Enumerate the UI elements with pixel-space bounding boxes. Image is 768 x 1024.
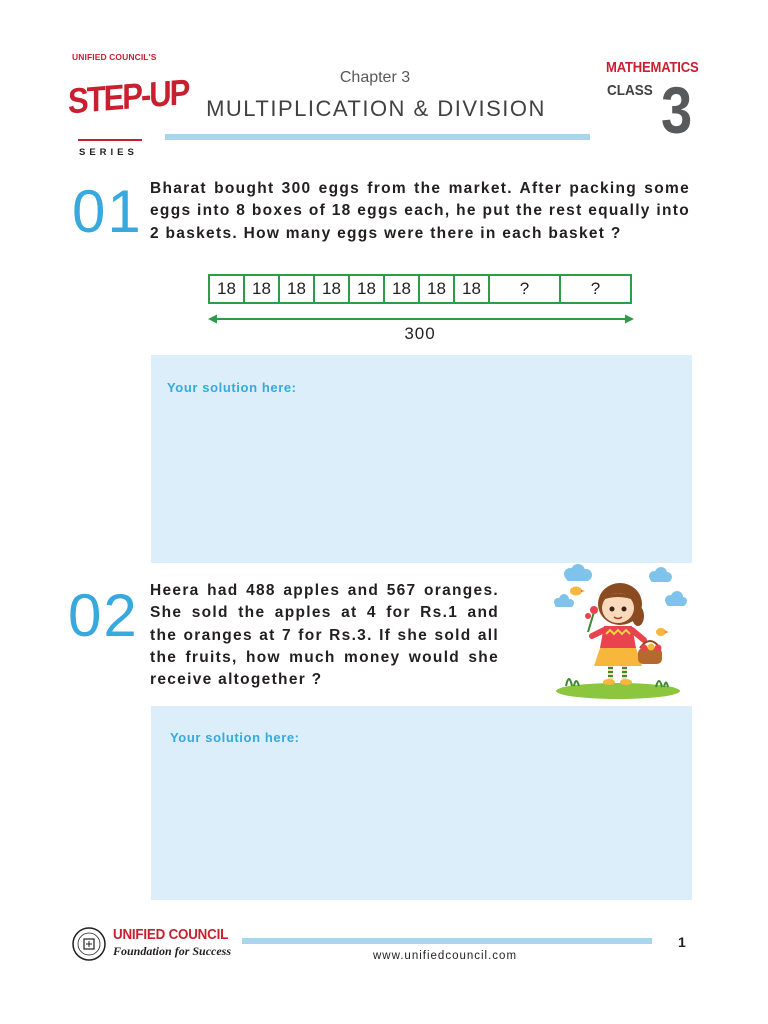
bar-model-cell: ? (590, 279, 601, 298)
solution-box-2[interactable] (151, 706, 692, 900)
class-number: 3 (661, 73, 693, 147)
step-up-logo (66, 52, 189, 162)
logo-main-text: STEP-UP (68, 71, 189, 122)
bar-model-cell: ? (490, 276, 561, 302)
page-title: MULTIPLICATION & DIVISION (206, 96, 546, 121)
bar-model-cell: 18 (455, 276, 490, 302)
bar-model-cell: 18 (315, 276, 350, 302)
bar-model (208, 274, 632, 304)
solution-label-2: Your solution here: (170, 730, 300, 745)
website-link[interactable]: www.unifiedcouncil.com (372, 950, 518, 962)
bar-model-cell: 18 (280, 276, 315, 302)
question-2-number: 02 (68, 582, 139, 649)
logo-top-text: UNIFIED COUNCIL'S (72, 52, 157, 62)
girl-with-basket-illustration (548, 564, 688, 699)
brand-tagline: Foundation for Success (113, 944, 232, 958)
bar-model-cell: 18 (420, 276, 455, 302)
bar-model-cell: 18 (245, 276, 280, 302)
bar-model-cell: 18 (385, 276, 420, 302)
bar-model-cell: 18 (210, 276, 245, 302)
bar-model-cell: 18 (350, 276, 385, 302)
footer-bar (242, 938, 652, 944)
logo-bottom-text: SERIES (79, 147, 138, 158)
title-underline-bar (165, 134, 590, 140)
question-1-number: 01 (72, 178, 143, 245)
logo-divider (78, 139, 142, 141)
unified-council-seal-icon (72, 927, 106, 961)
solution-label-1: Your solution here: (167, 380, 297, 395)
subject-label: MATHEMATICS (606, 60, 699, 76)
chapter-label: Chapter 3 (339, 69, 411, 86)
question-2-text: Heera had 488 apples and 567 oranges. She sold the apples at 4 for Rs.1 and the oranges at 7 for Rs.3. If she sold all the fruits, how much money would she receive altogether ? (150, 582, 499, 689)
solution-box-1[interactable] (151, 355, 692, 563)
brand-name: UNIFIED COUNCIL (113, 927, 229, 943)
question-1-text: Bharat bought 300 eggs from the market. After packing some eggs into 8 boxes of 18 eggs each, he put the rest equally into 2 baskets. How many eggs were there in each basket ? (150, 180, 690, 242)
page-number: 1 (678, 934, 686, 950)
bar-model-total: 300 (404, 324, 436, 343)
class-label: CLASS (607, 82, 653, 99)
